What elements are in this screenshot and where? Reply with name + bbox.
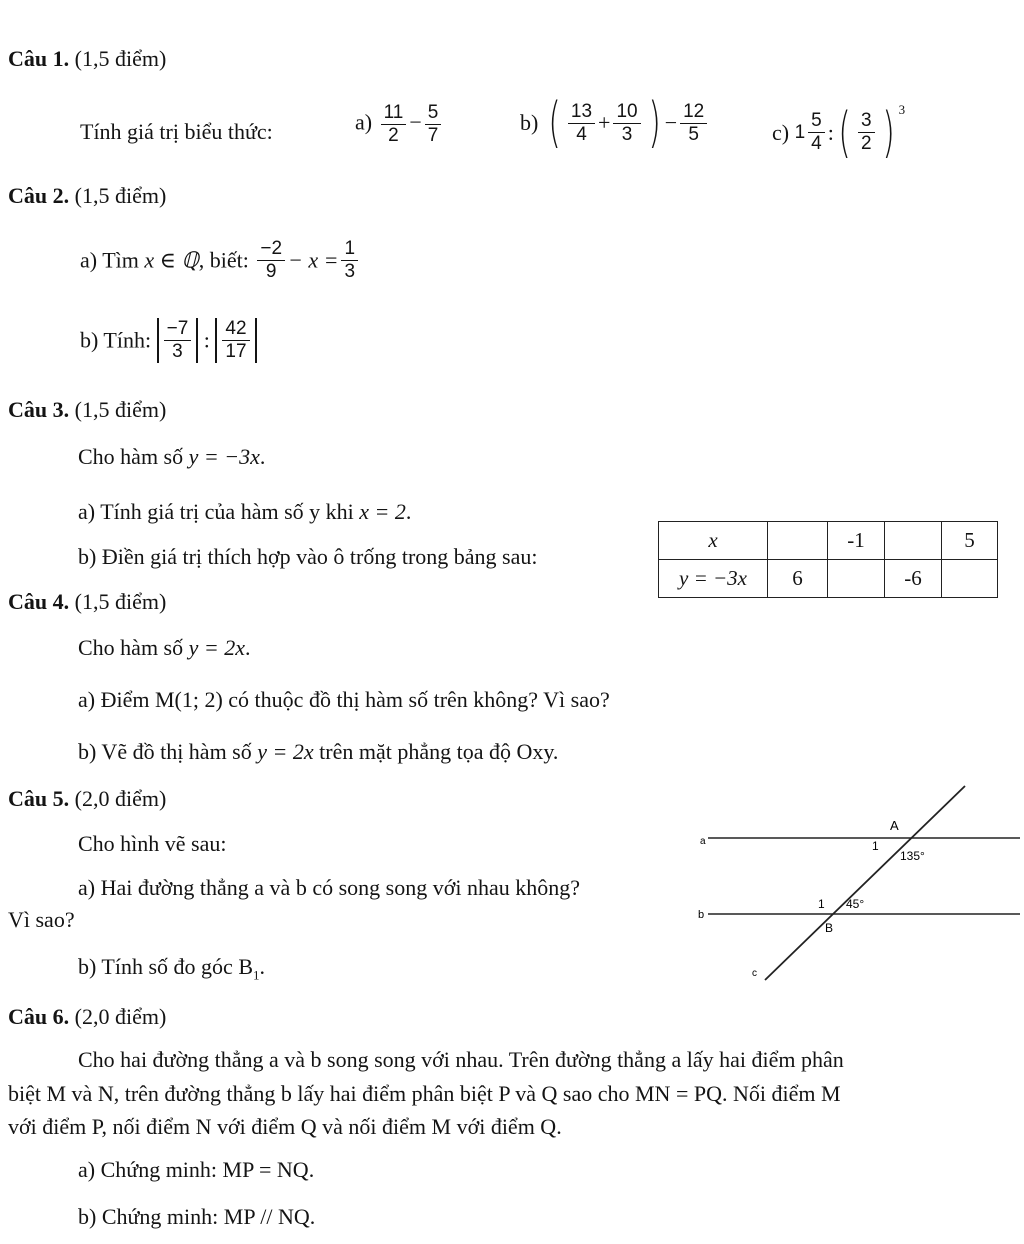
q5-part-b: b) Tính số đo góc $B_1$. <box>78 954 265 983</box>
label-a: a <box>700 836 706 847</box>
q4-part-b: b) Vẽ đồ thị hàm số y = 2x trên mặt phẳng tọa độ Oxy. <box>78 739 559 764</box>
label-point-b: B <box>825 921 834 935</box>
q6-line3: với điểm P, nối điểm N với điểm Q và nối điểm M với điểm Q. <box>8 1114 562 1139</box>
label-c: c <box>752 968 757 979</box>
q5-intro: Cho hình vẽ sau: <box>78 831 227 856</box>
value-table <box>658 521 998 598</box>
label-b: b <box>698 909 705 921</box>
line-c <box>765 786 965 980</box>
q6-heading: Câu 6. (2,0 điểm) <box>8 1004 167 1029</box>
table-row <box>659 560 998 598</box>
q1-part-b: b) ( $\frac{13}{4}$ + $\frac{10}{3}$ ) − $\frac{12}{5}$ <box>520 96 710 150</box>
q3-part-a: a) Tính giá trị của hàm số y khi x = 2. <box>78 499 412 524</box>
q6-part-a: a) Chứng minh: MP = NQ. <box>78 1157 315 1182</box>
label-point-a: A <box>890 818 899 833</box>
table-cell: 5 <box>942 522 998 560</box>
table-cell: -6 <box>885 560 942 598</box>
q5-heading: Câu 5. (2,0 điểm) <box>8 786 167 811</box>
table-cell: x <box>659 522 768 560</box>
table-cell <box>828 560 885 598</box>
table-cell <box>942 560 998 598</box>
q4-heading: Câu 4. (1,5 điểm) <box>8 589 167 614</box>
table-cell: 6 <box>768 560 828 598</box>
table-cell <box>768 522 828 560</box>
q2-part-a: a) Tìm x ∈ ℚ, biết: $\frac{-2}{9}$ − x = $\frac{1}{3}$ <box>80 238 361 283</box>
q2-heading: Câu 2. (1,5 điểm) <box>8 183 167 208</box>
q6-line2: biệt M và N, trên đường thẳng b lấy hai điểm phân biệt P và Q sao cho MN = PQ. Nối điểm M <box>8 1081 841 1106</box>
q3-part-b: b) Điền giá trị thích hợp vào ô trống trong bảng sau: <box>78 544 538 569</box>
q6-part-b: b) Chứng minh: MP // NQ. <box>78 1204 316 1229</box>
q1-heading: Câu 1. (1,5 điểm) <box>8 46 167 71</box>
q1-part-a: a) $\frac{11}{2}$ − $\frac{5}{7}$ <box>355 102 444 147</box>
angle-a1-label: 1 <box>872 839 879 853</box>
parallel-lines-figure <box>690 780 1020 990</box>
angle-b1-label: 1 <box>818 897 825 911</box>
q4-intro: Cho hàm số y = 2x. <box>78 635 251 660</box>
table-cell <box>885 522 942 560</box>
table-cell: -1 <box>828 522 885 560</box>
angle-b-value: 45° <box>846 897 865 911</box>
q3-intro: Cho hàm số y = −3x. <box>78 444 266 469</box>
q4-part-a: a) Điểm M(1; 2) có thuộc đồ thị hàm số trên không? Vì sao? <box>78 687 610 712</box>
q3-heading: Câu 3. (1,5 điểm) <box>8 397 167 422</box>
table-row <box>659 522 998 560</box>
angle-a-value: 135° <box>900 849 925 863</box>
q1-part-c: c) 1 $\frac{5}{4}$ :( $\frac{3}{2}$ ) $^3$ <box>772 100 906 164</box>
q5-part-a: a) Hai đường thẳng a và b có song song với nhau không? <box>78 875 580 900</box>
table-cell: y = −3x <box>659 560 768 598</box>
q5-part-a-cont: Vì sao? <box>8 907 75 932</box>
q1-prompt: Tính giá trị biểu thức: <box>80 119 273 144</box>
q6-line1: Cho hai đường thẳng a và b song song với nhau. Trên đường thẳng a lấy hai điểm phân <box>78 1047 844 1072</box>
q2-part-b: b) Tính: $\frac{-7}{3}$ : $\frac{42}{17}$ <box>80 318 257 363</box>
